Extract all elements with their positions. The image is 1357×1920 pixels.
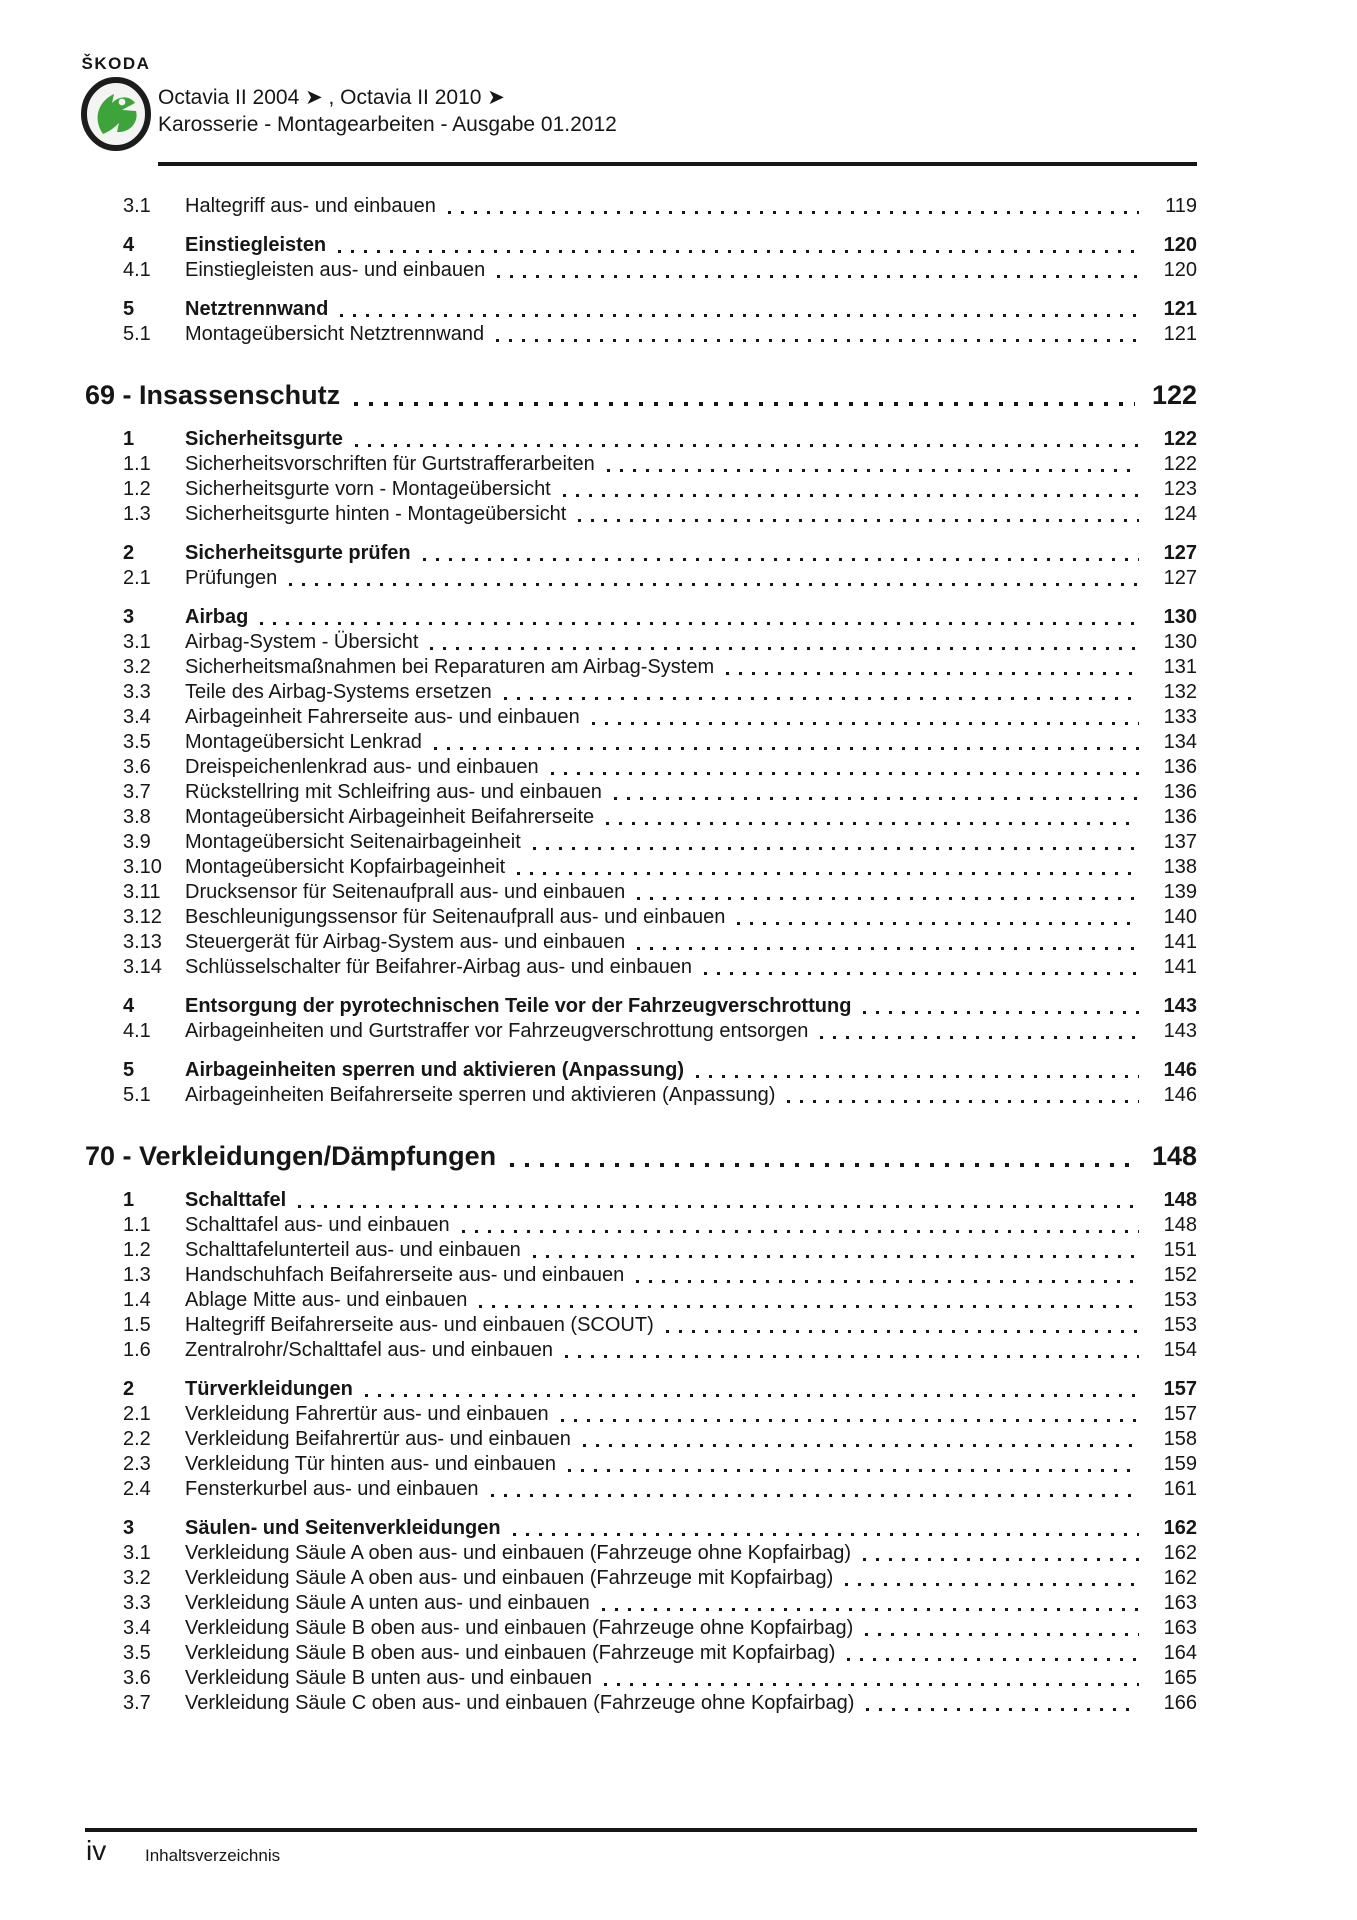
toc-leader-dots bbox=[551, 772, 1139, 775]
toc-entry-number: 3.1 bbox=[123, 195, 151, 217]
toc-entry-title: 70 - Verkleidungen/Dämpfungen bbox=[85, 1141, 497, 1171]
toc-entry-title: Handschuhfach Beifahrerseite aus- und einbauen bbox=[185, 1264, 625, 1286]
toc-leader-dots bbox=[866, 1708, 1139, 1711]
toc-leader-dots bbox=[637, 947, 1139, 950]
toc-entry-number: 3.14 bbox=[123, 956, 162, 978]
toc-entry-title: Verkleidung Säule B oben aus- und einbauen (Fahrzeuge ohne Kopfairbag) bbox=[185, 1617, 854, 1639]
toc-entry bbox=[85, 1263, 1197, 1288]
toc-entry-number: 2.1 bbox=[123, 567, 151, 589]
toc-entry-number: 3.10 bbox=[123, 856, 162, 878]
toc-entry-number: 3.7 bbox=[123, 781, 151, 803]
toc-entry-title: Airbag-System - Übersicht bbox=[185, 631, 419, 653]
toc-leader-dots bbox=[289, 583, 1139, 586]
toc-leader-dots bbox=[666, 1330, 1139, 1333]
toc-entry-title: Rückstellring mit Schleifring aus- und einbauen bbox=[185, 781, 602, 803]
toc-entry-title: Beschleunigungssensor für Seitenaufprall aus- und einbauen bbox=[185, 906, 726, 928]
toc-entry-number: 1.2 bbox=[123, 1239, 151, 1261]
toc-entry-number: 3.4 bbox=[123, 1617, 151, 1639]
toc-entry bbox=[85, 1427, 1197, 1452]
toc-entry-page: 143 bbox=[1163, 1020, 1197, 1042]
toc-entry bbox=[85, 233, 1197, 258]
toc-entry-number: 1.3 bbox=[123, 503, 151, 525]
toc-entry-number: 5.1 bbox=[123, 323, 151, 345]
toc-leader-dots bbox=[533, 1255, 1139, 1258]
toc-leader-dots bbox=[491, 1494, 1139, 1497]
toc-entry-number: 4 bbox=[123, 234, 135, 256]
toc-entry-page: 148 bbox=[1151, 1141, 1197, 1171]
toc-entry bbox=[85, 905, 1197, 930]
toc-leader-dots bbox=[607, 469, 1139, 472]
toc-entry-number: 4.1 bbox=[123, 1020, 151, 1042]
toc-leader-dots bbox=[462, 1230, 1139, 1233]
toc-entry-title: Sicherheitsmaßnahmen bei Reparaturen am Airbag-System bbox=[185, 656, 715, 678]
toc-leader-dots bbox=[504, 697, 1139, 700]
toc-entry-page: 121 bbox=[1163, 323, 1197, 345]
toc-entry-number: 3.4 bbox=[123, 706, 151, 728]
toc-entry-title: Haltegriff Beifahrerseite aus- und einbauen (SCOUT) bbox=[185, 1314, 654, 1336]
toc-entry-title: Prüfungen bbox=[185, 567, 278, 589]
toc-leader-dots bbox=[820, 1036, 1139, 1039]
toc-leader-dots bbox=[354, 402, 1135, 406]
toc-leader-dots bbox=[434, 747, 1139, 750]
toc-leader-dots bbox=[637, 897, 1139, 900]
toc-entry-number: 1 bbox=[123, 1189, 135, 1211]
toc-leader-dots bbox=[606, 822, 1139, 825]
toc-entry-title: Teile des Airbag-Systems ersetzen bbox=[185, 681, 492, 703]
toc-entry bbox=[85, 1019, 1197, 1044]
toc-leader-dots bbox=[726, 672, 1139, 675]
footer-divider bbox=[85, 1828, 1197, 1832]
toc-entry-page: 136 bbox=[1163, 756, 1197, 778]
toc-entry-page: 120 bbox=[1163, 259, 1197, 281]
toc-entry-title: Sicherheitsvorschriften für Gurtstrafferarbeiten bbox=[185, 453, 595, 475]
toc-entry-page: 131 bbox=[1163, 656, 1197, 678]
toc-entry-title: Montageübersicht Seitenairbageinheit bbox=[185, 831, 521, 853]
toc-entry bbox=[85, 566, 1197, 591]
toc-entry bbox=[85, 1213, 1197, 1238]
toc-entry bbox=[85, 1313, 1197, 1338]
toc-entry-title: Verkleidung Tür hinten aus- und einbauen bbox=[185, 1453, 557, 1475]
toc-entry-title: Montageübersicht Lenkrad bbox=[185, 731, 422, 753]
toc-entry bbox=[85, 1238, 1197, 1263]
toc-entry-page: 163 bbox=[1163, 1617, 1197, 1639]
toc-leader-dots bbox=[568, 1469, 1139, 1472]
toc-entry-page: 132 bbox=[1163, 681, 1197, 703]
toc-entry-page: 143 bbox=[1163, 995, 1197, 1017]
toc-entry-number: 1.1 bbox=[123, 453, 151, 475]
skoda-brand-block bbox=[76, 54, 156, 152]
toc-entry bbox=[85, 427, 1197, 452]
toc-leader-dots bbox=[704, 972, 1139, 975]
toc-entry-page: 165 bbox=[1163, 1667, 1197, 1689]
toc-entry-page: 130 bbox=[1163, 606, 1197, 628]
toc-entry-title: Verkleidung Beifahrertür aus- und einbauen bbox=[185, 1428, 571, 1450]
toc-entry-title: Montageübersicht Netztrennwand bbox=[185, 323, 485, 345]
toc-entry bbox=[85, 605, 1197, 630]
toc-entry-title: Schalttafel bbox=[185, 1189, 287, 1211]
toc-leader-dots bbox=[260, 622, 1139, 625]
toc-entry-page: 164 bbox=[1163, 1642, 1197, 1664]
toc-entry bbox=[85, 855, 1197, 880]
toc-entry-number: 2 bbox=[123, 1378, 135, 1400]
toc-entry bbox=[85, 1641, 1197, 1666]
toc-entry-title: Säulen- und Seitenverkleidungen bbox=[185, 1517, 501, 1539]
toc-entry bbox=[85, 258, 1197, 283]
toc-leader-dots bbox=[787, 1100, 1139, 1103]
toc-entry-page: 140 bbox=[1163, 906, 1197, 928]
toc-entry-page: 146 bbox=[1163, 1059, 1197, 1081]
toc-entry-number: 1.1 bbox=[123, 1214, 151, 1236]
toc-entry bbox=[85, 477, 1197, 502]
toc-entry-number: 1.6 bbox=[123, 1339, 151, 1361]
toc-entry-title: Türverkleidungen bbox=[185, 1378, 353, 1400]
toc-entry-number: 3.7 bbox=[123, 1692, 151, 1714]
toc-entry-page: 141 bbox=[1163, 956, 1197, 978]
toc-entry-page: 122 bbox=[1163, 428, 1197, 450]
toc-entry-title: Verkleidung Säule B oben aus- und einbauen (Fahrzeuge mit Kopfairbag) bbox=[185, 1642, 836, 1664]
toc-entry-title: Verkleidung Säule C oben aus- und einbauen (Fahrzeuge ohne Kopfairbag) bbox=[185, 1692, 855, 1714]
table-of-contents bbox=[85, 194, 1197, 1716]
toc-entry-page: 123 bbox=[1163, 478, 1197, 500]
toc-entry-page: 154 bbox=[1163, 1339, 1197, 1361]
toc-entry bbox=[85, 377, 1197, 413]
toc-entry-title: Verkleidung Säule A unten aus- und einbauen bbox=[185, 1592, 590, 1614]
toc-entry-number: 1.3 bbox=[123, 1264, 151, 1286]
footer-label: Inhaltsverzeichnis bbox=[145, 1846, 281, 1865]
toc-leader-dots bbox=[863, 1011, 1139, 1014]
toc-entry-number: 2.2 bbox=[123, 1428, 151, 1450]
toc-entry bbox=[85, 805, 1197, 830]
toc-leader-dots bbox=[355, 444, 1139, 447]
toc-entry-number: 3.9 bbox=[123, 831, 151, 853]
toc-entry-title: Drucksensor für Seitenaufprall aus- und einbauen bbox=[185, 881, 626, 903]
toc-entry bbox=[85, 297, 1197, 322]
toc-entry-title: Steuergerät für Airbag-System aus- und einbauen bbox=[185, 931, 626, 953]
toc-entry-page: 139 bbox=[1163, 881, 1197, 903]
toc-entry-number: 3.3 bbox=[123, 1592, 151, 1614]
toc-entry bbox=[85, 194, 1197, 219]
footer-page-number: iv bbox=[86, 1835, 107, 1866]
toc-leader-dots bbox=[340, 314, 1139, 317]
toc-entry-page: 162 bbox=[1163, 1567, 1197, 1589]
toc-entry-title: Airbag bbox=[185, 606, 249, 628]
toc-leader-dots bbox=[696, 1075, 1139, 1078]
toc-leader-dots bbox=[479, 1305, 1139, 1308]
toc-entry-page: 124 bbox=[1163, 503, 1197, 525]
toc-entry bbox=[85, 1138, 1197, 1174]
toc-entry bbox=[85, 452, 1197, 477]
toc-entry-page: 148 bbox=[1163, 1214, 1197, 1236]
toc-leader-dots bbox=[517, 872, 1139, 875]
toc-entry-number: 3.11 bbox=[123, 881, 161, 903]
toc-entry-page: 157 bbox=[1163, 1403, 1197, 1425]
toc-entry-page: 122 bbox=[1151, 380, 1197, 410]
toc-entry-title: Zentralrohr/Schalttafel aus- und einbauen bbox=[185, 1339, 554, 1361]
toc-entry bbox=[85, 930, 1197, 955]
toc-entry-page: 127 bbox=[1163, 542, 1197, 564]
toc-entry-page: 166 bbox=[1163, 1692, 1197, 1714]
toc-leader-dots bbox=[561, 1419, 1139, 1422]
toc-leader-dots bbox=[737, 922, 1139, 925]
toc-entry-page: 141 bbox=[1163, 931, 1197, 953]
toc-entry bbox=[85, 780, 1197, 805]
toc-entry-number: 3.5 bbox=[123, 1642, 151, 1664]
toc-entry bbox=[85, 755, 1197, 780]
toc-entry-number: 5 bbox=[123, 298, 135, 320]
toc-entry-title: Schalttafel aus- und einbauen bbox=[185, 1214, 450, 1236]
toc-leader-dots bbox=[847, 1658, 1139, 1661]
toc-entry-number: 1.5 bbox=[123, 1314, 151, 1336]
toc-entry-page: 136 bbox=[1163, 781, 1197, 803]
toc-entry-page: 119 bbox=[1165, 195, 1197, 217]
toc-entry-title: Dreispeichenlenkrad aus- und einbauen bbox=[185, 756, 539, 778]
toc-entry-number: 2.4 bbox=[123, 1478, 151, 1500]
toc-entry-title: Verkleidung Säule A oben aus- und einbauen (Fahrzeuge ohne Kopfairbag) bbox=[185, 1542, 852, 1564]
toc-entry-number: 4.1 bbox=[123, 259, 151, 281]
toc-leader-dots bbox=[565, 1355, 1139, 1358]
toc-leader-dots bbox=[338, 250, 1139, 253]
toc-leader-dots bbox=[592, 722, 1139, 725]
toc-entry-title: Sicherheitsgurte prüfen bbox=[185, 542, 411, 564]
toc-entry-number: 3.2 bbox=[123, 1567, 151, 1589]
toc-entry-page: 122 bbox=[1163, 453, 1197, 475]
toc-leader-dots bbox=[365, 1394, 1139, 1397]
toc-entry bbox=[85, 1477, 1197, 1502]
toc-entry-title: Ablage Mitte aus- und einbauen bbox=[185, 1289, 468, 1311]
toc-leader-dots bbox=[423, 558, 1139, 561]
toc-entry-title: Netztrennwand bbox=[185, 298, 329, 320]
toc-entry bbox=[85, 1566, 1197, 1591]
toc-entry-number: 3.6 bbox=[123, 756, 151, 778]
toc-entry-title: Airbageinheiten und Gurtstraffer vor Fahrzeugverschrottung entsorgen bbox=[185, 1020, 809, 1042]
toc-entry-title: Sicherheitsgurte hinten - Montageübersicht bbox=[185, 503, 567, 525]
toc-entry bbox=[85, 1541, 1197, 1566]
toc-leader-dots bbox=[298, 1205, 1139, 1208]
toc-leader-dots bbox=[510, 1163, 1135, 1167]
toc-entry-number: 3.5 bbox=[123, 731, 151, 753]
toc-entry bbox=[85, 1666, 1197, 1691]
toc-entry-page: 120 bbox=[1163, 234, 1197, 256]
toc-entry bbox=[85, 730, 1197, 755]
toc-entry bbox=[85, 1452, 1197, 1477]
toc-entry-title: Einstiegleisten aus- und einbauen bbox=[185, 259, 486, 281]
toc-entry-title: Entsorgung der pyrotechnischen Teile vor der Fahrzeugverschrottung bbox=[185, 995, 852, 1017]
toc-entry-title: Einstiegleisten bbox=[185, 234, 327, 256]
toc-entry bbox=[85, 1516, 1197, 1541]
toc-leader-dots bbox=[497, 275, 1139, 278]
toc-entry-title: Airbageinheiten sperren und aktivieren (Anpassung) bbox=[185, 1059, 684, 1081]
toc-entry bbox=[85, 322, 1197, 347]
toc-entry-page: 162 bbox=[1163, 1542, 1197, 1564]
toc-entry-page: 134 bbox=[1163, 731, 1197, 753]
toc-entry-page: 153 bbox=[1163, 1289, 1197, 1311]
toc-leader-dots bbox=[845, 1583, 1139, 1586]
toc-entry bbox=[85, 705, 1197, 730]
toc-entry-page: 161 bbox=[1163, 1478, 1197, 1500]
toc-entry-page: 121 bbox=[1163, 298, 1197, 320]
toc-entry bbox=[85, 1616, 1197, 1641]
toc-entry-page: 146 bbox=[1163, 1084, 1197, 1106]
toc-entry-title: Schalttafelunterteil aus- und einbauen bbox=[185, 1239, 521, 1261]
toc-entry-number: 2.3 bbox=[123, 1453, 151, 1475]
toc-entry-number: 3.3 bbox=[123, 681, 151, 703]
toc-entry-title: Montageübersicht Airbageinheit Beifahrerseite bbox=[185, 806, 595, 828]
toc-entry bbox=[85, 1691, 1197, 1716]
header-subtitle: Karosserie - Montagearbeiten - Ausgabe 01.2012 bbox=[158, 113, 617, 136]
toc-leader-dots bbox=[602, 1608, 1139, 1611]
toc-entry-number: 5.1 bbox=[123, 1084, 151, 1106]
toc-entry-number: 2.1 bbox=[123, 1403, 151, 1425]
toc-entry bbox=[85, 1377, 1197, 1402]
toc-entry bbox=[85, 830, 1197, 855]
toc-entry-number: 1.4 bbox=[123, 1289, 151, 1311]
toc-leader-dots bbox=[533, 847, 1139, 850]
toc-entry-number: 3.12 bbox=[123, 906, 162, 928]
toc-leader-dots bbox=[496, 339, 1139, 342]
toc-entry-title: Verkleidung Säule B unten aus- und einbauen bbox=[185, 1667, 592, 1689]
toc-entry-title: Fensterkurbel aus- und einbauen bbox=[185, 1478, 479, 1500]
toc-entry-page: 158 bbox=[1163, 1428, 1197, 1450]
toc-entry-page: 163 bbox=[1163, 1592, 1197, 1614]
toc-entry bbox=[85, 1188, 1197, 1213]
toc-entry-page: 127 bbox=[1163, 567, 1197, 589]
toc-entry-number: 4 bbox=[123, 995, 135, 1017]
toc-entry bbox=[85, 1402, 1197, 1427]
toc-entry bbox=[85, 541, 1197, 566]
toc-entry-title: Schlüsselschalter für Beifahrer-Airbag aus- und einbauen bbox=[185, 956, 692, 978]
toc-leader-dots bbox=[578, 519, 1139, 522]
toc-entry-page: 138 bbox=[1163, 856, 1197, 878]
toc-entry-title: 69 - Insassenschutz bbox=[85, 380, 341, 410]
toc-entry-title: Montageübersicht Kopfairbageinheit bbox=[185, 856, 506, 878]
toc-entry-number: 3 bbox=[123, 1517, 135, 1539]
toc-entry-number: 1.2 bbox=[123, 478, 151, 500]
toc-leader-dots bbox=[865, 1633, 1139, 1636]
toc-leader-dots bbox=[513, 1533, 1139, 1536]
toc-entry-number: 3.8 bbox=[123, 806, 151, 828]
toc-entry bbox=[85, 1058, 1197, 1083]
toc-entry-page: 157 bbox=[1163, 1378, 1197, 1400]
toc-entry bbox=[85, 502, 1197, 527]
toc-entry-title: Sicherheitsgurte bbox=[185, 428, 343, 450]
toc-entry-page: 137 bbox=[1163, 831, 1197, 853]
toc-entry-page: 152 bbox=[1163, 1264, 1197, 1286]
toc-entry-page: 162 bbox=[1163, 1517, 1197, 1539]
toc-entry-number: 3.2 bbox=[123, 656, 151, 678]
header-model-line: Octavia II 2004 ➤ , Octavia II 2010 ➤ bbox=[158, 86, 505, 109]
toc-entry-title: Airbageinheiten Beifahrerseite sperren und aktivieren (Anpassung) bbox=[185, 1084, 776, 1106]
toc-entry bbox=[85, 680, 1197, 705]
toc-entry-number: 3.1 bbox=[123, 1542, 151, 1564]
toc-leader-dots bbox=[583, 1444, 1139, 1447]
toc-entry-number: 3 bbox=[123, 606, 135, 628]
toc-entry-number: 3.13 bbox=[123, 931, 162, 953]
toc-entry-page: 159 bbox=[1163, 1453, 1197, 1475]
toc-entry-number: 3.1 bbox=[123, 631, 151, 653]
toc-entry-page: 151 bbox=[1163, 1239, 1197, 1261]
toc-entry-page: 153 bbox=[1163, 1314, 1197, 1336]
toc-leader-dots bbox=[614, 797, 1139, 800]
toc-entry-title: Sicherheitsgurte vorn - Montageübersicht bbox=[185, 478, 551, 500]
toc-entry-title: Haltegriff aus- und einbauen bbox=[185, 195, 436, 217]
toc-entry bbox=[85, 1338, 1197, 1363]
toc-entry-page: 136 bbox=[1163, 806, 1197, 828]
toc-leader-dots bbox=[563, 494, 1139, 497]
toc-leader-dots bbox=[448, 211, 1139, 214]
toc-entry-number: 3.6 bbox=[123, 1667, 151, 1689]
toc-leader-dots bbox=[863, 1558, 1139, 1561]
toc-entry bbox=[85, 880, 1197, 905]
header-divider bbox=[158, 162, 1197, 166]
toc-entry bbox=[85, 955, 1197, 980]
toc-entry-number: 2 bbox=[123, 542, 135, 564]
toc-leader-dots bbox=[430, 647, 1139, 650]
toc-entry-number: 1 bbox=[123, 428, 135, 450]
toc-entry-page: 130 bbox=[1163, 631, 1197, 653]
toc-entry bbox=[85, 1591, 1197, 1616]
toc-entry-page: 133 bbox=[1163, 706, 1197, 728]
toc-leader-dots bbox=[604, 1683, 1139, 1686]
skoda-winged-arrow-logo-icon bbox=[80, 76, 152, 152]
toc-entry bbox=[85, 655, 1197, 680]
toc-entry bbox=[85, 1288, 1197, 1313]
toc-entry-title: Airbageinheit Fahrerseite aus- und einbauen bbox=[185, 706, 580, 728]
toc-entry-page: 148 bbox=[1163, 1189, 1197, 1211]
toc-entry bbox=[85, 994, 1197, 1019]
toc-entry-title: Verkleidung Säule A oben aus- und einbauen (Fahrzeuge mit Kopfairbag) bbox=[185, 1567, 834, 1589]
toc-leader-dots bbox=[636, 1280, 1139, 1283]
toc-entry-number: 5 bbox=[123, 1059, 135, 1081]
skoda-wordmark: ŠKODA bbox=[81, 54, 151, 73]
toc-entry-title: Verkleidung Fahrertür aus- und einbauen bbox=[185, 1403, 549, 1425]
toc-entry bbox=[85, 1083, 1197, 1108]
header-text-block bbox=[158, 84, 617, 138]
toc-entry bbox=[85, 630, 1197, 655]
